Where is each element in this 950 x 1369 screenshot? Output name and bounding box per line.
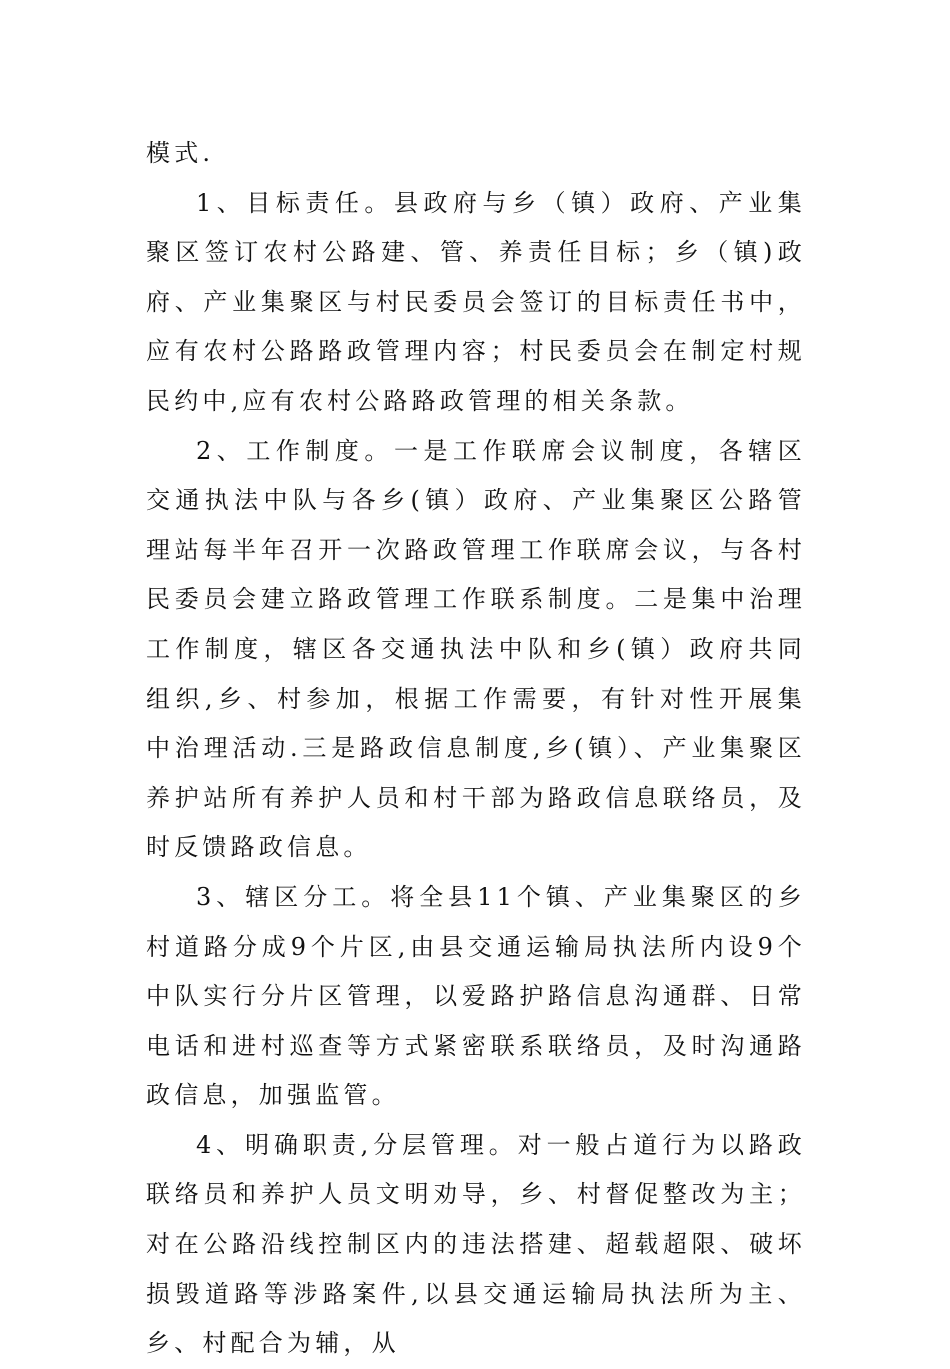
paragraph-work-system: 2、工作制度。一是工作联席会议制度，各辖区交通执法中队与各乡(镇）政府、产业集聚区公路管理站每半年召开一次路政管理工作联席会议，与各村民委员会建立路政管理工作联系制度。二是集中治理工作制度，辖区各交通执法中队和乡(镇）政府共同组织,乡、村参加，根据工作需要，有针对性开展集中治理活动.三是路政信息制度,乡(镇）、产业集聚区养护站所有养护人员和村干部为路政信息联络员，及时反馈路政信息。 (146, 436, 806, 862)
paragraph-district-division: 3、辖区分工。将全县11个镇、产业集聚区的乡村道路分成9个片区,由县交通运输局执法所内设9个中队实行分片区管理，以爱路护路信息沟通群、日常电话和进村巡查等方式紧密联系联络员，及时沟通路政信息，加强监管。 (146, 882, 806, 1110)
document-body (146, 129, 806, 1369)
paragraph-target-responsibility: 1、目标责任。县政府与乡（镇）政府、产业集聚区签订农村公路建、管、养责任目标；乡（镇)政府、产业集聚区与村民委员会签订的目标责任书中，应有农村公路路政管理内容；村民委员会在制定村规民约中,应有农村公路路政管理的相关条款。 (146, 188, 806, 415)
paragraph-clear-duties: 4、明确职责,分层管理。对一般占道行为以路政联络员和养护人员文明劝导，乡、村督促整改为主；对在公路沿线控制区内的违法搭建、超载超限、破坏损毁道路等涉路案件,以县交通运输局执法所为主、乡、村配合为辅，从 (146, 1130, 806, 1358)
paragraph-continuation: 模式. (146, 139, 215, 167)
